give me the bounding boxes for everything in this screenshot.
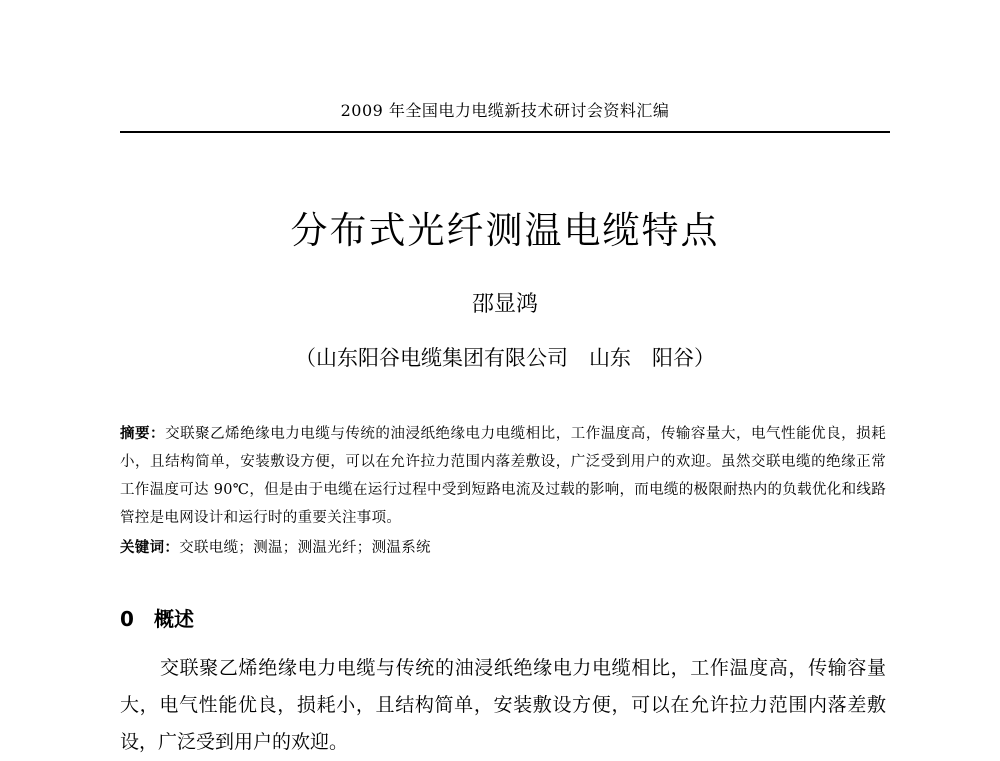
section-title: 概述 [154,607,194,631]
running-header: 2009 年全国电力电缆新技术研讨会资料汇编 [340,101,670,120]
keywords-text: 交联电缆；测温；测温光纤；测温系统 [179,540,431,556]
author-name: 邵显鸿 [471,292,538,317]
keywords [120,534,886,562]
abstract-text: 交联聚乙烯绝缘电力电缆与传统的油浸纸绝缘电力电缆相比，工作温度高，传输容量大，电气性能优良，损耗小，且结构简单，安装敷设方便，可以在允许拉力范围内落差敷设，广泛受到用户的欢迎。虽然交联电缆的绝缘正常工作温度可达 90℃，但是由于电缆在运行过程中受到短路电流及过载的影响，而电缆的极限耐热内的负载优化和线路管控是电网设计和运行时的重要关注事项。 [120,426,886,526]
author-affiliation: （山东阳谷电缆集团有限公司 山东 阳谷） [295,346,715,370]
header-rule [120,131,890,133]
section-heading [120,603,194,632]
abstract-label: 摘要： [120,426,166,442]
section-number: 0 [120,607,134,631]
abstract [120,420,886,532]
body-paragraph: 交联聚乙烯绝缘电力电缆与传统的油浸纸绝缘电力电缆相比，工作温度高，传输容量大，电气性能优良，损耗小，且结构简单，安装敷设方便，可以在允许拉力范围内落差敷设，广泛受到用户的欢迎。 [120,657,886,753]
paper-title: 分布式光纤测温电缆特点 [290,209,720,252]
keywords-label: 关键词： [120,540,180,556]
